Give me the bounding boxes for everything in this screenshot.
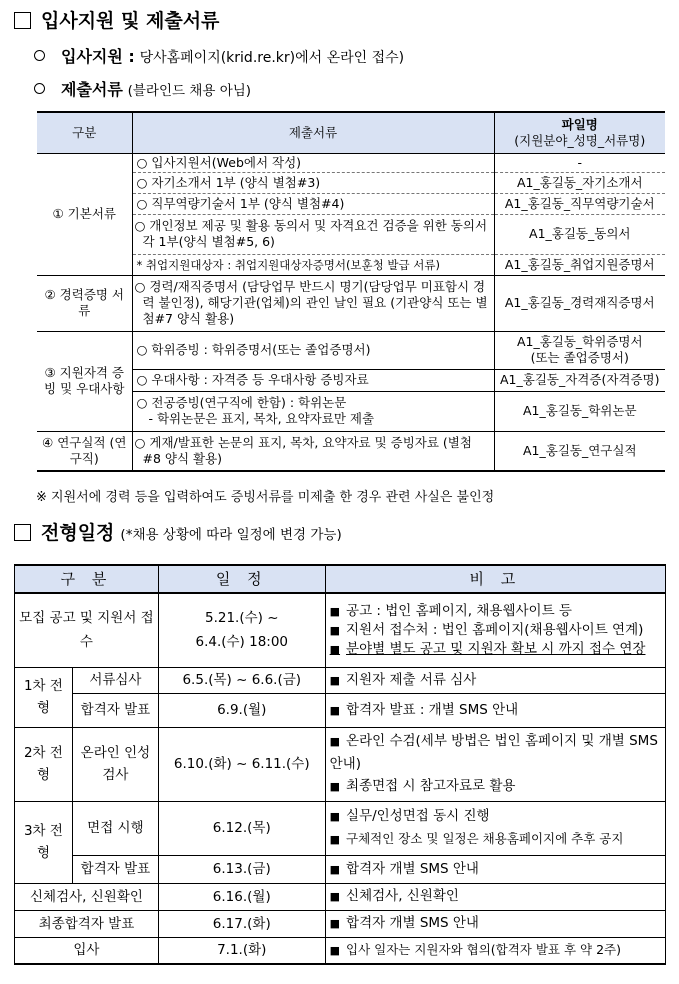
checkbox-square-icon	[14, 524, 31, 541]
file-name: A1_홍길동_경력재직증명서	[494, 275, 665, 331]
row-remarks: ■ 온라인 수검(세부 방법은 법인 홈페이지 및 개별 SMS 안내) ■ 최종면접 시 참고자료로 활용	[325, 727, 665, 801]
file-name: A1_홍길동_동의서	[494, 214, 665, 254]
header-date: 일 정	[158, 565, 325, 593]
header-remarks: 비 고	[325, 565, 665, 593]
row-remarks: ■ 실무/인성면접 동시 진행 ■ 구체적인 장소 및 일정은 채용홈페이지에 추후 공지	[325, 801, 665, 855]
row-remarks: ■ 합격자 발표 : 개별 SMS 안내	[325, 693, 665, 727]
group-career: ② 경력증명 서류	[37, 275, 132, 331]
row-date: 6.17.(화)	[158, 910, 325, 937]
file-name: A1_홍길동_직무역량기술서	[494, 193, 665, 214]
row-label: 면접 시행	[72, 801, 158, 855]
doc-item: ○ 입사지원서(Web에서 작성)	[132, 153, 494, 172]
checkbox-square-icon	[14, 12, 31, 29]
section-title-schedule: 전형일정 (*채용 상황에 따라 일정에 변경 가능)	[14, 518, 342, 545]
row-date: 6.12.(목)	[158, 801, 325, 855]
section-title-apply: 입사지원 및 제출서류	[14, 6, 219, 33]
group-basic: ① 기본서류	[37, 153, 132, 275]
doc-item: ○ 직무역량기술서 1부 (양식 별첨#4)	[132, 193, 494, 214]
doc-item: ○ 개인정보 제공 및 활용 동의서 및 자격요건 검증을 위한 동의서 각 1부(양식 별첨#5, 6)	[132, 214, 494, 254]
file-name: A1_홍길동_자기소개서	[494, 172, 665, 193]
row-label-join: 입사	[15, 937, 159, 964]
row-date: 6.13.(금)	[158, 855, 325, 883]
stage-1: 1차 전형	[15, 667, 73, 727]
apply-bullet: 입사지원 : 당사홈페이지(krid.re.kr)에서 온라인 접수)	[34, 44, 404, 67]
doc-item: ○ 학위증빙 : 학위증명서(또는 졸업증명서)	[132, 331, 494, 369]
circle-bullet-icon	[34, 83, 45, 94]
header-documents: 제출서류	[132, 112, 494, 153]
group-research: ④ 연구실적 (연구직)	[37, 431, 132, 471]
row-date: 6.16.(월)	[158, 883, 325, 910]
file-name: A1_홍길동_취업지원증명서	[494, 254, 665, 275]
row-date: 6.5.(목) ~ 6.6.(금)	[158, 667, 325, 693]
stage-2: 2차 전형	[15, 727, 73, 801]
footnote: ※ 지원서에 경력 등을 입력하여도 증빙서류를 미제출 한 경우 관련 사실은 불인정	[36, 490, 495, 505]
doc-item: * 취업지원대상자 : 취업지원대상자증명서(보훈청 발급 서류)	[132, 254, 494, 275]
row-remarks: ■ 입사 일자는 지원자와 협의(합격자 발표 후 약 2주)	[325, 937, 665, 964]
row-remarks: ■ 합격자 개별 SMS 안내	[325, 855, 665, 883]
docs-bullet: 제출서류 (블라인드 채용 아님)	[34, 77, 251, 100]
row-date: 7.1.(화)	[158, 937, 325, 964]
row-label: 서류심사	[72, 667, 158, 693]
doc-item: ○ 게재/발표한 논문의 표지, 목차, 요약자료 및 증빙자료 (별첨#8 양식 활용)	[132, 431, 494, 471]
stage-3: 3차 전형	[15, 801, 73, 883]
row-remarks: ■ 공고 : 법인 홈페이지, 채용웹사이트 등 ■ 지원서 접수처 : 법인 홈페이지(채용웹사이트 연계) ■ 분야별 별도 공고 및 지원자 확보 시 까지 접수 연장	[325, 593, 665, 667]
file-name: A1_홍길동_연구실적	[494, 431, 665, 471]
row-label: 온라인 인성검사	[72, 727, 158, 801]
row-label-final: 최종합격자 발표	[15, 910, 159, 937]
header-category: 구 분	[15, 565, 159, 593]
row-remarks: ■ 신체검사, 신원확인	[325, 883, 665, 910]
row-label: 합격자 발표	[72, 855, 158, 883]
schedule-table	[14, 564, 666, 965]
header-filename: 파일명 (지원분야_성명_서류명)	[494, 112, 665, 153]
row-remarks: ■ 합격자 개별 SMS 안내	[325, 910, 665, 937]
row-date: 6.10.(화) ~ 6.11.(수)	[158, 727, 325, 801]
file-name: -	[494, 153, 665, 172]
file-name: A1_홍길동_학위증명서 (또는 졸업증명서)	[494, 331, 665, 369]
file-name: A1_홍길동_자격증(자격증명)	[494, 369, 665, 391]
group-qualification: ③ 지원자격 증빙 및 우대사항	[37, 331, 132, 431]
header-category: 구분	[37, 112, 132, 153]
file-name: A1_홍길동_학위논문	[494, 391, 665, 431]
doc-item: ○ 우대사항 : 자격증 등 우대사항 증빙자료	[132, 369, 494, 391]
doc-item: ○ 전공증빙(연구직에 한함) : 학위논문 - 학위논문은 표지, 목차, 요약자료만 제출	[132, 391, 494, 431]
row-label-recruit: 모집 공고 및 지원서 접수	[15, 593, 159, 667]
row-label-physical: 신체검사, 신원확인	[15, 883, 159, 910]
row-remarks: ■ 지원자 제출 서류 심사	[325, 667, 665, 693]
row-date: 5.21.(수) ~ 6.4.(수) 18:00	[158, 593, 325, 667]
row-label: 합격자 발표	[72, 693, 158, 727]
row-date: 6.9.(월)	[158, 693, 325, 727]
doc-item: ○ 경력/재직증명서 (담당업무 반드시 명기(담당업무 미표함시 경력 불인정), 해당기관(업체)의 관인 날인 필요 (기관양식 또는 별첨#7 양식 활용)	[132, 275, 494, 331]
circle-bullet-icon	[34, 50, 45, 61]
doc-item: ○ 자기소개서 1부 (양식 별첨#3)	[132, 172, 494, 193]
documents-table	[37, 111, 665, 472]
